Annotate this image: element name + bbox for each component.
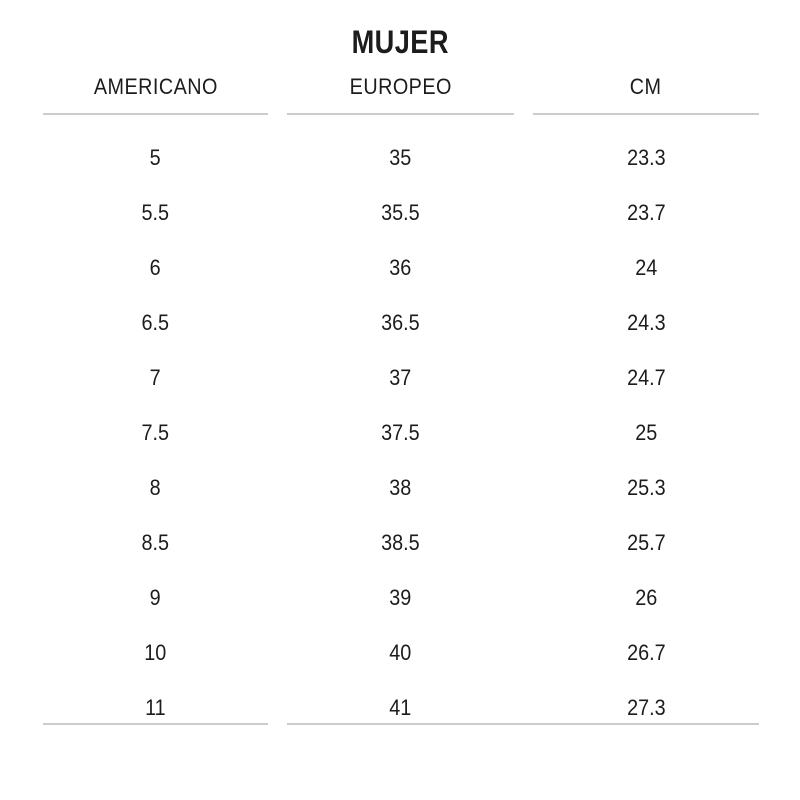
cell-europeo: 38 <box>389 474 412 500</box>
cell-cm: 23.7 <box>626 199 666 225</box>
cell-cm: 24 <box>634 254 658 280</box>
page-title <box>0 24 800 60</box>
table-row <box>43 460 760 515</box>
cell-europeo: 36 <box>389 254 412 280</box>
table-row <box>43 405 760 460</box>
table-row <box>43 680 760 735</box>
cell-americano: 10 <box>144 639 167 665</box>
bottom-rule-right <box>287 723 759 725</box>
table-header-row <box>43 61 760 115</box>
cell-europeo: 35.5 <box>381 199 420 225</box>
cell-cm: 24.7 <box>626 364 666 390</box>
cell-cm: 26 <box>634 584 658 610</box>
table-row <box>43 130 760 185</box>
cell-europeo: 41 <box>389 694 412 720</box>
cell-americano: 7.5 <box>141 419 170 445</box>
cell-europeo: 37 <box>389 364 412 390</box>
cell-europeo: 36.5 <box>381 309 420 335</box>
cell-americano: 8.5 <box>141 529 170 555</box>
cell-europeo: 39 <box>389 584 412 610</box>
cell-cm: 24.3 <box>626 309 666 335</box>
table-row <box>43 515 760 570</box>
cell-americano: 7 <box>149 364 162 390</box>
cell-americano: 5.5 <box>141 199 170 225</box>
table-row <box>43 350 760 405</box>
cell-americano: 8 <box>149 474 162 500</box>
table-row <box>43 185 760 240</box>
size-conversion-table <box>43 61 760 725</box>
table-body <box>43 115 760 735</box>
cell-cm: 25.7 <box>626 529 666 555</box>
cell-americano: 6 <box>149 254 162 280</box>
table-row <box>43 570 760 625</box>
cell-europeo: 40 <box>389 639 412 665</box>
column-header-europeo-label: EUROPEO <box>349 74 452 99</box>
cell-cm: 25.3 <box>626 474 666 500</box>
cell-europeo: 35 <box>389 144 412 170</box>
cell-americano: 5 <box>149 144 162 170</box>
table-row <box>43 240 760 295</box>
cell-cm: 25 <box>634 419 658 445</box>
table-bottom-border <box>43 723 760 725</box>
table-row <box>43 625 760 680</box>
cell-cm: 27.3 <box>626 694 666 720</box>
bottom-rule-left <box>43 723 268 725</box>
column-header-cm <box>533 61 759 115</box>
cell-cm: 23.3 <box>626 144 666 170</box>
cell-europeo: 38.5 <box>381 529 420 555</box>
column-header-americano <box>43 61 268 115</box>
cell-americano: 6.5 <box>141 309 170 335</box>
cell-americano: 11 <box>145 694 166 720</box>
column-header-europeo <box>287 61 514 115</box>
column-header-americano-label: AMERICANO <box>93 74 218 99</box>
cell-europeo: 37.5 <box>381 419 420 445</box>
column-header-cm-label: CM <box>630 74 662 99</box>
cell-americano: 9 <box>149 584 162 610</box>
page-title-text: MUJER <box>351 24 449 60</box>
table-row <box>43 295 760 350</box>
cell-cm: 26.7 <box>626 639 666 665</box>
